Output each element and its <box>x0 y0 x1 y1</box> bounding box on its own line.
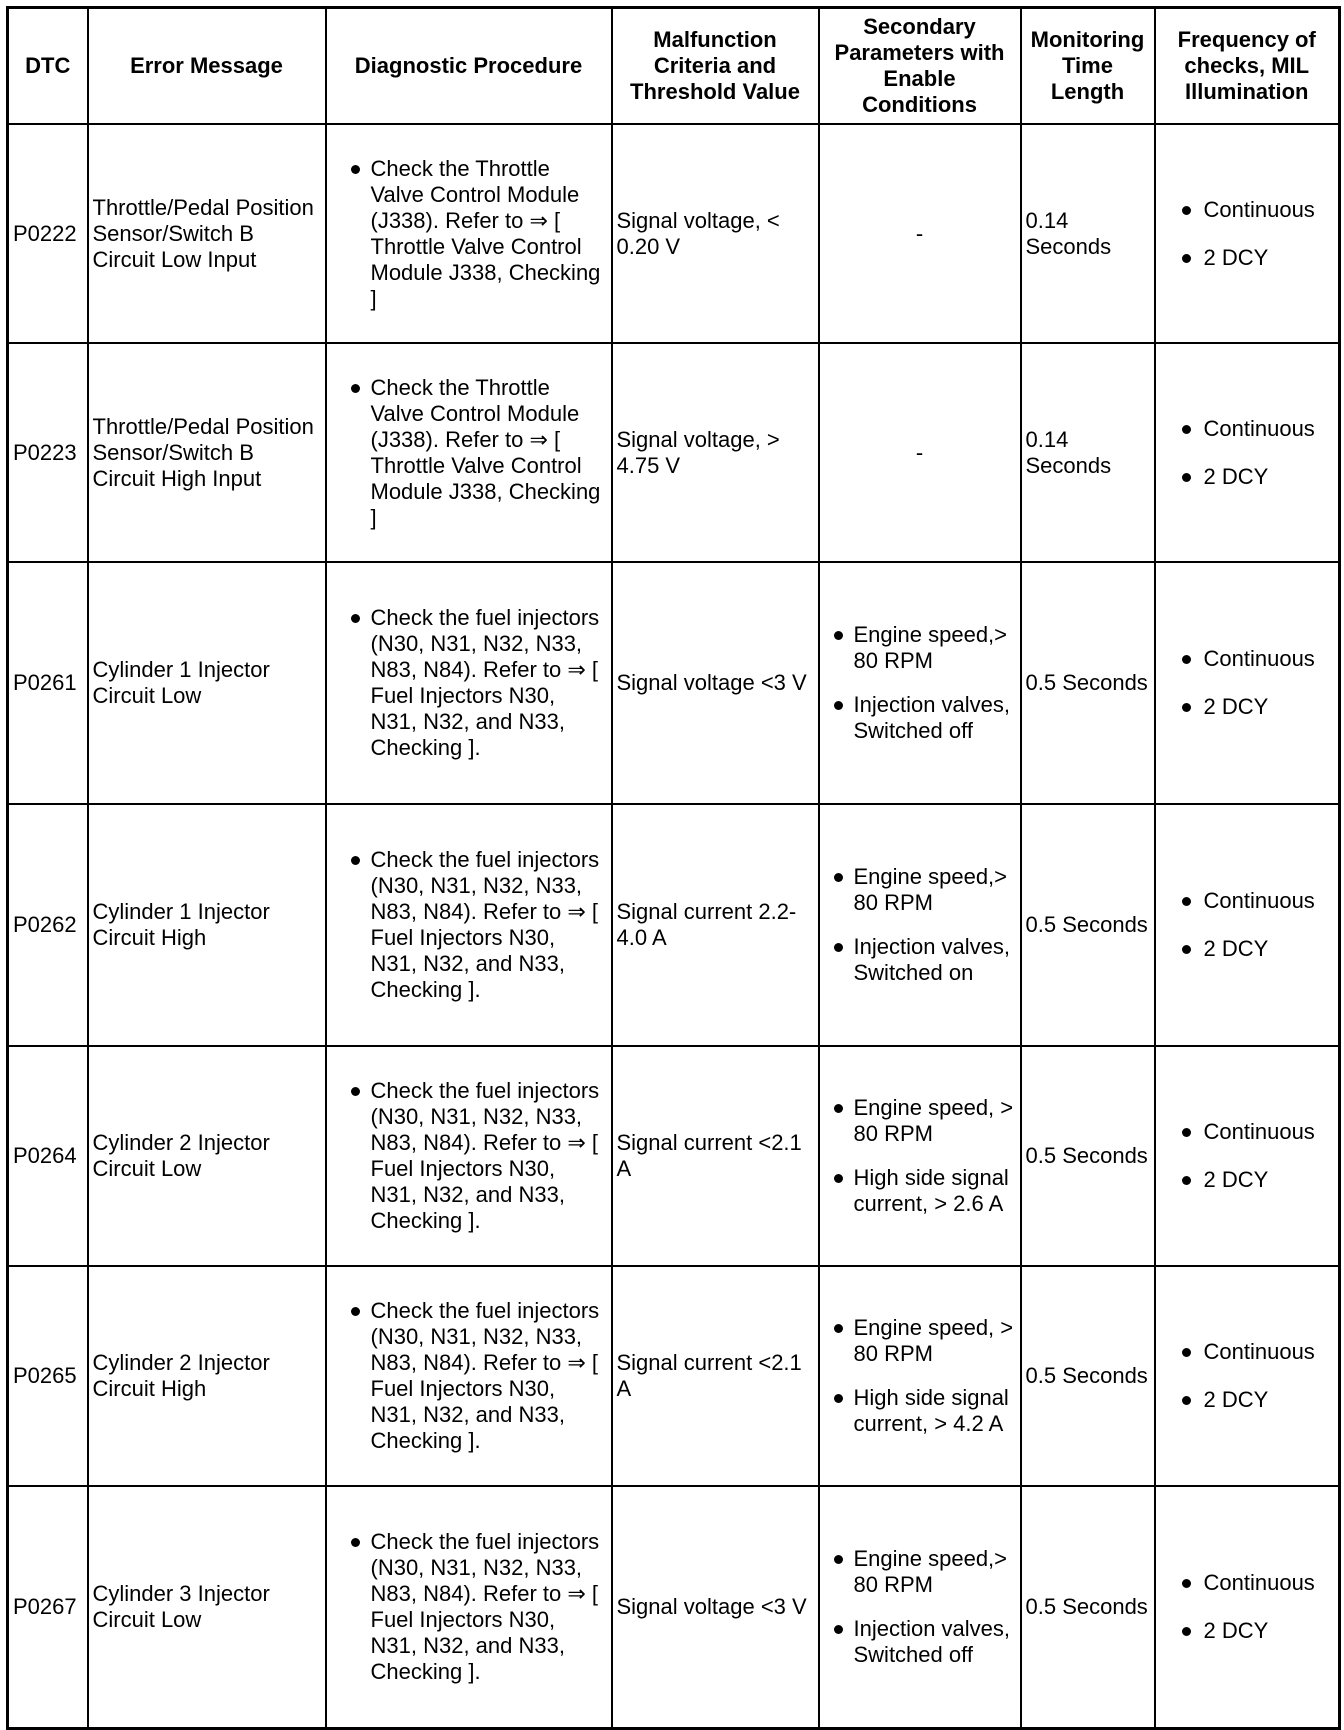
frequency-item: Continuous <box>1160 1119 1335 1145</box>
dtc-code: P0265 <box>8 1266 88 1486</box>
frequency-item: 2 DCY <box>1160 694 1335 720</box>
error-message: Cylinder 2 Injector Circuit Low <box>88 1046 326 1266</box>
diagnostic-procedure <box>326 1266 612 1486</box>
secondary-item: Engine speed,> 80 RPM <box>824 864 1016 916</box>
error-message: Cylinder 1 Injector Circuit Low <box>88 562 326 804</box>
secondary-parameters: - <box>819 124 1021 343</box>
table-row <box>8 1046 1340 1266</box>
monitoring-time: 0.5 Seconds <box>1021 562 1155 804</box>
secondary-parameters <box>819 1486 1021 1728</box>
frequency-item: Continuous <box>1160 1339 1335 1365</box>
monitoring-time: 0.5 Seconds <box>1021 1486 1155 1728</box>
malfunction-criteria: Signal voltage <3 V <box>612 562 819 804</box>
frequency-item: 2 DCY <box>1160 464 1335 490</box>
frequency <box>1155 804 1340 1046</box>
frequency <box>1155 1046 1340 1266</box>
secondary-item: Engine speed, > 80 RPM <box>824 1095 1016 1147</box>
frequency <box>1155 124 1340 343</box>
frequency <box>1155 1486 1340 1728</box>
procedure-item: Check the fuel injectors (N30, N31, N32, N33, N83, N84). Refer to ⇒ [ Fuel Injectors N30, N31, N32, and N33, Checking ]. <box>331 847 607 1003</box>
secondary-parameters <box>819 1046 1021 1266</box>
header-monitoring-time: Monitoring Time Length <box>1021 8 1155 125</box>
diagnostic-procedure <box>326 562 612 804</box>
malfunction-criteria: Signal voltage <3 V <box>612 1486 819 1728</box>
secondary-item: Engine speed, > 80 RPM <box>824 1315 1016 1367</box>
table-row <box>8 343 1340 562</box>
secondary-item: High side signal current, > 2.6 A <box>824 1165 1016 1217</box>
table-row <box>8 1266 1340 1486</box>
dtc-code: P0261 <box>8 562 88 804</box>
header-diagnostic-procedure: Diagnostic Procedure <box>326 8 612 125</box>
frequency-item: 2 DCY <box>1160 1387 1335 1413</box>
frequency-item: Continuous <box>1160 197 1335 223</box>
header-row <box>8 8 1340 125</box>
malfunction-criteria: Signal current <2.1 A <box>612 1266 819 1486</box>
monitoring-time: 0.5 Seconds <box>1021 1046 1155 1266</box>
secondary-item: Injection valves, Switched off <box>824 1616 1016 1668</box>
procedure-item: Check the fuel injectors (N30, N31, N32, N33, N83, N84). Refer to ⇒ [ Fuel Injectors N30, N31, N32, and N33, Checking ]. <box>331 1529 607 1685</box>
diagnostic-procedure <box>326 124 612 343</box>
error-message: Cylinder 2 Injector Circuit High <box>88 1266 326 1486</box>
procedure-item: Check the fuel injectors (N30, N31, N32, N33, N83, N84). Refer to ⇒ [ Fuel Injectors N30, N31, N32, and N33, Checking ]. <box>331 1078 607 1234</box>
frequency <box>1155 343 1340 562</box>
secondary-parameters <box>819 562 1021 804</box>
secondary-item: Engine speed,> 80 RPM <box>824 1546 1016 1598</box>
dtc-code: P0267 <box>8 1486 88 1728</box>
frequency-item: 2 DCY <box>1160 1618 1335 1644</box>
diagnostic-procedure <box>326 343 612 562</box>
secondary-item: Injection valves, Switched off <box>824 692 1016 744</box>
frequency-item: Continuous <box>1160 1570 1335 1596</box>
procedure-item: Check the fuel injectors (N30, N31, N32, N33, N83, N84). Refer to ⇒ [ Fuel Injectors N30, N31, N32, and N33, Checking ]. <box>331 605 607 761</box>
monitoring-time: 0.14 Seconds <box>1021 124 1155 343</box>
secondary-item: Engine speed,> 80 RPM <box>824 622 1016 674</box>
secondary-item: High side signal current, > 4.2 A <box>824 1385 1016 1437</box>
frequency-item: 2 DCY <box>1160 936 1335 962</box>
malfunction-criteria: Signal current 2.2-4.0 A <box>612 804 819 1046</box>
frequency-item: Continuous <box>1160 888 1335 914</box>
malfunction-criteria: Signal current <2.1 A <box>612 1046 819 1266</box>
error-message: Cylinder 1 Injector Circuit High <box>88 804 326 1046</box>
dtc-table <box>6 6 1341 1730</box>
procedure-item: Check the Throttle Valve Control Module (J338). Refer to ⇒ [ Throttle Valve Control Module J338, Checking ] <box>331 375 607 531</box>
error-message: Throttle/Pedal Position Sensor/Switch B Circuit Low Input <box>88 124 326 343</box>
header-frequency: Frequency of checks, MIL Illumination <box>1155 8 1340 125</box>
dtc-code: P0223 <box>8 343 88 562</box>
secondary-parameters <box>819 1266 1021 1486</box>
header-secondary-parameters: Secondary Parameters with Enable Conditions <box>819 8 1021 125</box>
procedure-item: Check the Throttle Valve Control Module (J338). Refer to ⇒ [ Throttle Valve Control Module J338, Checking ] <box>331 156 607 312</box>
header-malfunction-criteria: Malfunction Criteria and Threshold Value <box>612 8 819 125</box>
malfunction-criteria: Signal voltage, < 0.20 V <box>612 124 819 343</box>
frequency <box>1155 562 1340 804</box>
error-message: Cylinder 3 Injector Circuit Low <box>88 1486 326 1728</box>
frequency-item: 2 DCY <box>1160 245 1335 271</box>
monitoring-time: 0.5 Seconds <box>1021 1266 1155 1486</box>
table-row <box>8 124 1340 343</box>
table-row <box>8 804 1340 1046</box>
diagnostic-procedure <box>326 804 612 1046</box>
header-dtc: DTC <box>8 8 88 125</box>
frequency <box>1155 1266 1340 1486</box>
dtc-code: P0264 <box>8 1046 88 1266</box>
secondary-item: Injection valves, Switched on <box>824 934 1016 986</box>
frequency-item: Continuous <box>1160 416 1335 442</box>
error-message: Throttle/Pedal Position Sensor/Switch B Circuit High Input <box>88 343 326 562</box>
frequency-item: 2 DCY <box>1160 1167 1335 1193</box>
malfunction-criteria: Signal voltage, > 4.75 V <box>612 343 819 562</box>
secondary-parameters: - <box>819 343 1021 562</box>
table-row <box>8 562 1340 804</box>
monitoring-time: 0.5 Seconds <box>1021 804 1155 1046</box>
diagnostic-procedure <box>326 1486 612 1728</box>
dtc-code: P0222 <box>8 124 88 343</box>
secondary-parameters <box>819 804 1021 1046</box>
header-error-message: Error Message <box>88 8 326 125</box>
monitoring-time: 0.14 Seconds <box>1021 343 1155 562</box>
frequency-item: Continuous <box>1160 646 1335 672</box>
diagnostic-procedure <box>326 1046 612 1266</box>
dtc-code: P0262 <box>8 804 88 1046</box>
table-row <box>8 1486 1340 1728</box>
procedure-item: Check the fuel injectors (N30, N31, N32, N33, N83, N84). Refer to ⇒ [ Fuel Injectors N30, N31, N32, and N33, Checking ]. <box>331 1298 607 1454</box>
